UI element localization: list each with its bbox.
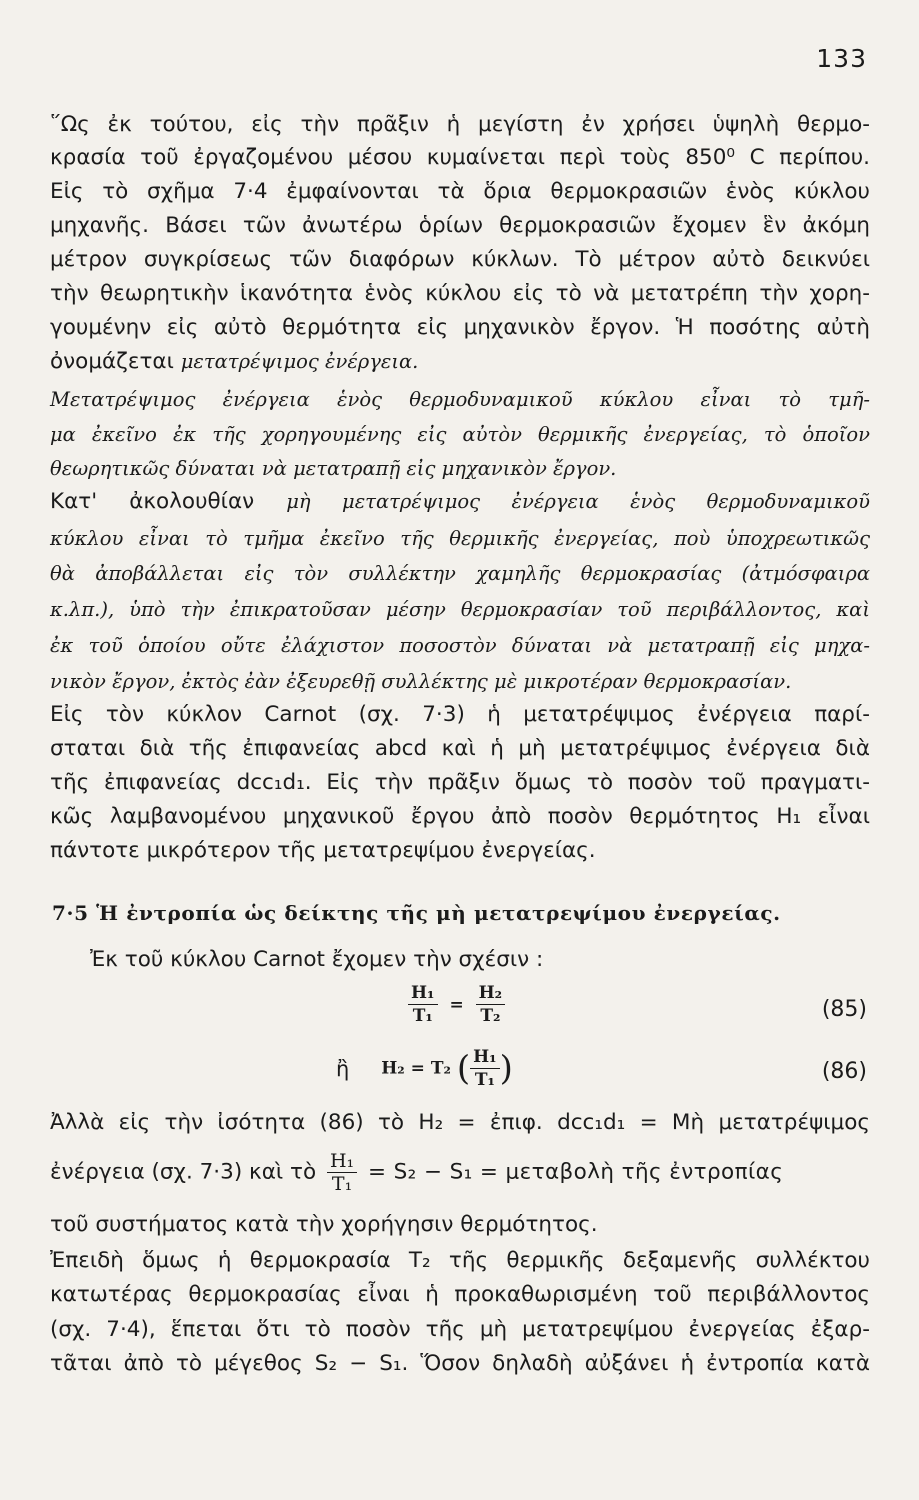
fraction [470, 1046, 500, 1091]
equation-85 [408, 982, 505, 1027]
defined-term: μετατρέψιμος ἐνέργεια. [180, 350, 419, 373]
text-fragment: ὀνομάζεται [50, 349, 181, 374]
definition-line: νικὸν ἔργον, ἐκτὸς ἐὰν ἐξευρεθῇ συλλέκτης μὲ μικροτέραν θερμοκρασίαν. [50, 670, 792, 693]
definition-line: Μετατρέψιμος ἐνέργεια ἑνὸς θερμοδυναμικοῦ κύκλου εἶναι τὸ τμῆ- [50, 388, 870, 411]
text-line [50, 347, 870, 377]
fraction [408, 982, 438, 1027]
equation-number: (86) [821, 1059, 867, 1084]
text-fragment: = S₂ − S₁ = μεταβολὴ τῆς ἐντροπίας [367, 1159, 784, 1185]
text-line: τῆς ἐπιφανείας dcc₁d₁. Εἰς τὴν πρᾶξιν ὅμως τὸ ποσὸν τοῦ πραγματι- [50, 770, 870, 795]
text-line: μέτρον συγκρίσεως τῶν διαφόρων κύκλων. Τὸ μέτρον αὐτὸ δεικνύει [50, 247, 870, 272]
fraction [476, 982, 506, 1027]
text-line: (σχ. 7·4), ἕπεται ὅτι τὸ ποσὸν τῆς μὴ μετατρεψίμου ἐνεργείας ἐξαρ- [50, 1317, 870, 1342]
text-line: κρασία τοῦ ἐργαζομένου μέσου κυμαίνεται περὶ τοὺς 850⁰ C περίπου. [50, 145, 870, 170]
definition-line: κύκλου εἶναι τὸ τμῆμα ἐκεῖνο τῆς θερμικῆς ἐνεργείας, ποὺ ὑποχρεωτικῶς [50, 527, 870, 550]
text-line: Εἰς τὸ σχῆμα 7·4 ἐμφαίνονται τὰ ὅρια θερμοκρασιῶν ἑνὸς κύκλου [50, 179, 870, 204]
denominator: T₁ [331, 1173, 353, 1195]
denominator: T₁ [412, 1006, 433, 1026]
equation-number: (85) [821, 997, 867, 1022]
inline-fraction [327, 1150, 357, 1195]
text-line: Ἐπειδὴ ὅμως ἡ θερμοκρασία T₂ τῆς θερμικῆς δεξαμενῆς συλλέκτου [50, 1248, 870, 1273]
text-fragment: ἐνέργεια (σχ. 7·3) καὶ τὸ [50, 1159, 317, 1185]
definition-line: θὰ ἀποβάλλεται εἰς τὸν συλλέκτην χαμηλῆς θερμοκρασίας (ἀτμόσφαιρα [50, 562, 870, 585]
text-line: κατωτέρας θερμοκρασίας εἶναι ἡ προκαθωρισμένη τοῦ περιβάλλοντος [50, 1282, 870, 1307]
definition-line: θεωρητικῶς δύναται νὰ μετατραπῇ εἰς μηχανικὸν ἔργον. [50, 457, 617, 480]
denominator: T₂ [480, 1006, 501, 1026]
text-line: Εἰς τὸν κύκλον Carnot (σχ. 7·3) ἡ μετατρέψιμος ἐνέργεια παρί- [50, 702, 870, 727]
defined-term: μὴ μετατρέψιμος ἐνέργεια ἑνὸς θερμοδυναμικοῦ [286, 490, 870, 513]
text-line: μηχανῆς. Βάσει τῶν ἀνωτέρω ὁρίων θερμοκρασιῶν ἔχομεν ἓν ἀκόμη [50, 213, 870, 238]
text-line: τοῦ συστήματος κατὰ τὴν χορήγησιν θερμότητος. [50, 1212, 598, 1237]
definition-line: ἐκ τοῦ ὁποίου οὔτε ἐλάχιστον ποσοστὸν δύναται νὰ μετατραπῇ εἰς μηχα- [50, 634, 870, 657]
text-line: Ἐκ τοῦ κύκλου Carnot ἔχομεν τὴν σχέσιν : [90, 947, 544, 972]
text-line: πάντοτε μικρότερον τῆς μετατρεψίμου ἐνεργείας. [50, 838, 596, 863]
text-line: Ἀλλὰ εἰς τὴν ἰσότητα (86) τὸ H₂ = ἐπιφ. dcc₁d₁ = Μὴ μετατρέψιμος [50, 1110, 870, 1135]
definition-line: μα ἐκεῖνο ἐκ τῆς χορηγουμένης εἰς αὐτὸν θερμικῆς ἐνεργείας, τὸ ὁποῖον [50, 423, 870, 446]
text-line [50, 487, 870, 517]
text-line: τᾶται ἀπὸ τὸ μέγεθος S₂ − S₁. Ὅσον δηλαδὴ αὐξάνει ἡ ἐντροπία κατὰ [50, 1351, 870, 1376]
page-number: 133 [816, 44, 867, 73]
equation-lhs: H₂ = T₂ [381, 1058, 451, 1079]
denominator: T₁ [474, 1070, 495, 1090]
equals-sign: = [449, 994, 464, 1015]
numerator: H₁ [327, 1150, 357, 1173]
text-line: σταται διὰ τῆς ἐπιφανείας abcd καὶ ἡ μὴ μετατρέψιμος ἐνέργεια διὰ [50, 736, 870, 761]
text-line [50, 1150, 870, 1206]
section-heading: 7·5 Ἡ ἐντροπία ὡς δείκτης τῆς μὴ μετατρεψίμου ἐνεργείας. [52, 901, 781, 925]
text-line: ῞Ως ἐκ τούτου, εἰς τὴν πρᾶξιν ἡ μεγίστη ἐν χρήσει ὑψηλὴ θερμο- [50, 112, 870, 137]
text-line: γουμένην εἰς αὐτὸ θερμότητα εἰς μηχανικὸν ἔργον. Ἡ ποσότης αὐτὴ [50, 315, 870, 340]
numerator: H₁ [408, 982, 438, 1005]
text-fragment: Κατ' ἀκολουθίαν [50, 489, 287, 514]
numerator: H₂ [476, 982, 506, 1005]
text-line: τὴν θεωρητικὴν ἱκανότητα ἑνὸς κύκλου εἰς τὸ νὰ μετατρέπη τὴν χορη- [50, 281, 870, 306]
numerator: H₁ [470, 1046, 500, 1069]
definition-line: κ.λπ.), ὑπὸ τὴν ἐπικρατοῦσαν μέσην θερμοκρασίαν τοῦ περιβάλλοντος, καὶ [50, 598, 870, 621]
or-word: ἢ [336, 1056, 350, 1081]
equation-86: ἢ H₂ = T₂ ( $\frac{\text{H₁}}{\text{T₁}}$ ) [336, 1047, 513, 1090]
text-line: κῶς λαμβανομένου μηχανικοῦ ἔργου ἀπὸ ποσὸν θερμότητος H₁ εἶναι [50, 804, 870, 829]
